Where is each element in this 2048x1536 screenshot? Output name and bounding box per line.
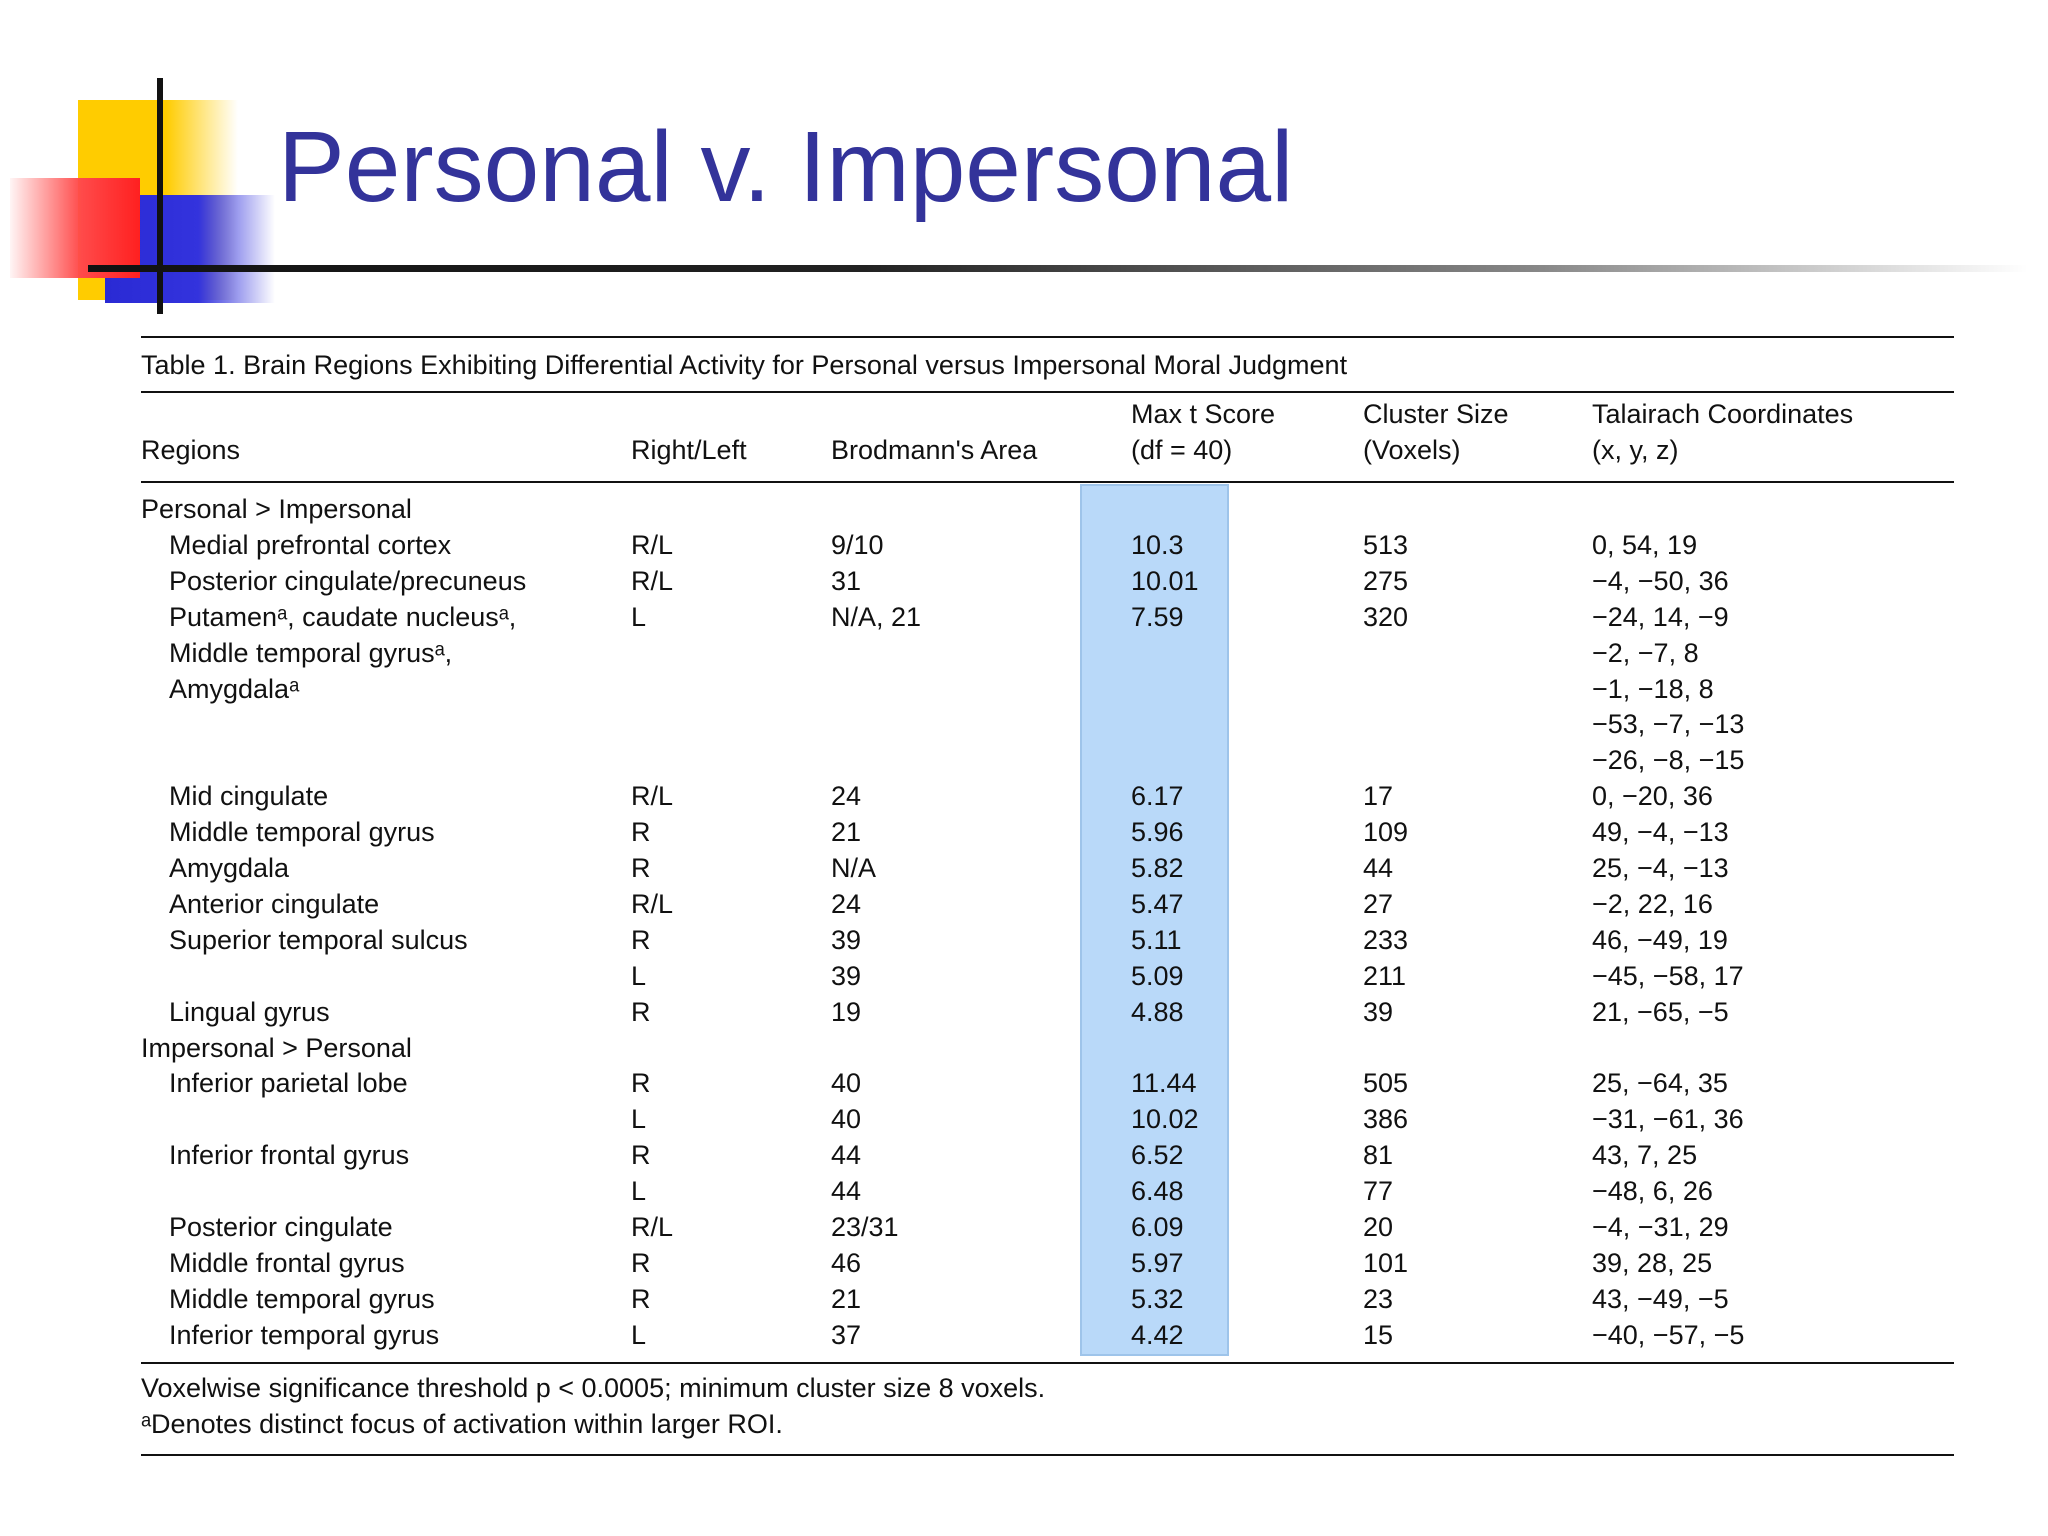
cell-side: L bbox=[631, 1176, 647, 1207]
cell-side: R bbox=[631, 996, 651, 1027]
cell-coords: −4, −31, 29 bbox=[1592, 1212, 1729, 1242]
title-underline bbox=[88, 265, 2028, 272]
cell-tscore: 6.52 bbox=[1131, 1140, 1184, 1171]
cell-brodmann: 19 bbox=[831, 996, 862, 1027]
cell-cluster-size: 39 bbox=[1363, 996, 1394, 1027]
header-tscore-line1: Max t Score bbox=[1131, 399, 1276, 429]
cell-side: R bbox=[631, 817, 651, 848]
cell-region: Superior temporal sulcus bbox=[169, 924, 468, 955]
cell-side: R bbox=[631, 853, 651, 883]
cell-tscore: 5.82 bbox=[1131, 853, 1184, 883]
cell-cluster-size: 17 bbox=[1363, 781, 1394, 812]
header-coords-line2: (x, y, z) bbox=[1592, 435, 1679, 465]
cell-side: R bbox=[631, 1068, 651, 1099]
header-rule bbox=[141, 481, 1954, 483]
cell-tscore: 11.44 bbox=[1131, 1068, 1197, 1099]
cell-region: Inferior temporal gyrus bbox=[169, 1319, 440, 1350]
cell-region: Middle frontal gyrus bbox=[169, 1247, 405, 1278]
cell-coords: −45, −58, 17 bbox=[1592, 960, 1744, 991]
cell-coords: 0, −20, 36 bbox=[1592, 781, 1713, 812]
cell-tscore: 5.97 bbox=[1131, 1247, 1184, 1278]
cell-coords: −2, −7, 8 bbox=[1592, 637, 1699, 668]
cell-brodmann: 39 bbox=[831, 960, 862, 991]
cell-coords: 21, −65, −5 bbox=[1592, 996, 1729, 1027]
cell-region: Mid cingulate bbox=[169, 781, 329, 812]
cell-coords: −53, −7, −13 bbox=[1592, 709, 1745, 740]
cell-region: Middle temporal gyrusᵃ, bbox=[169, 637, 453, 668]
footnote-denotes: ᵃDenotes distinct focus of activation within larger ROI. bbox=[141, 1409, 783, 1439]
footnote-rule bbox=[141, 1454, 1954, 1456]
cell-coords: 25, −4, −13 bbox=[1592, 853, 1729, 883]
cell-brodmann: 40 bbox=[831, 1068, 862, 1099]
cell-brodmann: N/A, 21 bbox=[831, 601, 922, 632]
table-caption: Table 1. Brain Regions Exhibiting Differential Activity for Personal versus Impersonal Moral Judgment bbox=[141, 350, 1348, 380]
caption-rule bbox=[141, 391, 1954, 393]
cell-tscore: 6.48 bbox=[1131, 1176, 1184, 1207]
cell-tscore: 7.59 bbox=[1131, 601, 1184, 632]
cell-cluster-size: 44 bbox=[1363, 853, 1394, 883]
cell-cluster-size: 211 bbox=[1363, 960, 1407, 991]
cell-coords: −40, −57, −5 bbox=[1592, 1319, 1745, 1350]
cell-tscore: 4.42 bbox=[1131, 1319, 1184, 1350]
header-tscore-line2: (df = 40) bbox=[1131, 435, 1233, 465]
cell-region: Putamenᵃ, caudate nucleusᵃ, bbox=[169, 601, 517, 632]
cell-tscore: 5.47 bbox=[1131, 888, 1184, 919]
cell-side: R bbox=[631, 1140, 651, 1171]
cell-coords: −2, 22, 16 bbox=[1592, 888, 1713, 919]
logo-vertical-line bbox=[157, 78, 163, 314]
cell-coords: −26, −8, −15 bbox=[1592, 745, 1745, 776]
cell-tscore: 10.02 bbox=[1131, 1104, 1199, 1135]
slide-title: Personal v. Impersonal bbox=[278, 111, 1294, 223]
header-cluster-line2: (Voxels) bbox=[1363, 435, 1461, 465]
cell-coords: 49, −4, −13 bbox=[1592, 817, 1729, 848]
cell-tscore: 5.32 bbox=[1131, 1283, 1184, 1314]
cell-coords: −1, −18, 8 bbox=[1592, 673, 1714, 704]
cell-tscore: 5.96 bbox=[1131, 817, 1184, 848]
cell-tscore: 10.3 bbox=[1131, 529, 1184, 560]
cell-brodmann: 40 bbox=[831, 1104, 862, 1135]
header-regions: Regions bbox=[141, 435, 241, 465]
cell-cluster-size: 233 bbox=[1363, 924, 1409, 955]
cell-coords: −24, 14, −9 bbox=[1592, 601, 1729, 632]
cell-side: R bbox=[631, 1283, 651, 1314]
cell-cluster-size: 386 bbox=[1363, 1104, 1409, 1135]
table-bottom-rule bbox=[141, 1362, 1954, 1364]
cell-side: R/L bbox=[631, 529, 674, 560]
cell-region: Posterior cingulate bbox=[169, 1212, 393, 1242]
cell-tscore: 5.09 bbox=[1131, 960, 1184, 991]
cell-brodmann: 44 bbox=[831, 1176, 862, 1207]
cell-tscore: 6.17 bbox=[1131, 781, 1184, 812]
cell-tscore: 5.11 bbox=[1131, 924, 1182, 955]
cell-tscore: 10.01 bbox=[1131, 565, 1199, 596]
results-table bbox=[141, 336, 1954, 1456]
cell-region: Posterior cingulate/precuneus bbox=[169, 565, 527, 596]
cell-side: R bbox=[631, 924, 651, 955]
cell-brodmann: 39 bbox=[831, 924, 862, 955]
cell-cluster-size: 275 bbox=[1363, 565, 1409, 596]
cell-cluster-size: 101 bbox=[1363, 1247, 1409, 1278]
cell-cluster-size: 15 bbox=[1363, 1319, 1394, 1350]
cell-side: R/L bbox=[631, 565, 674, 596]
logo-red-square bbox=[10, 178, 140, 278]
cell-cluster-size: 81 bbox=[1363, 1140, 1394, 1171]
cell-cluster-size: 77 bbox=[1363, 1176, 1394, 1207]
cell-side: L bbox=[631, 601, 647, 632]
cell-brodmann: 23/31 bbox=[831, 1212, 899, 1242]
cell-side: L bbox=[631, 960, 647, 991]
cell-region: Lingual gyrus bbox=[169, 996, 330, 1027]
cell-region: Inferior frontal gyrus bbox=[169, 1140, 410, 1171]
cell-coords: −4, −50, 36 bbox=[1592, 565, 1729, 596]
table-top-rule bbox=[141, 336, 1954, 338]
cell-cluster-size: 23 bbox=[1363, 1283, 1394, 1314]
cell-cluster-size: 20 bbox=[1363, 1212, 1394, 1242]
cell-side: L bbox=[631, 1319, 647, 1350]
cell-coords: 39, 28, 25 bbox=[1592, 1247, 1713, 1278]
cell-side: R bbox=[631, 1247, 651, 1278]
header-side: Right/Left bbox=[631, 435, 747, 465]
cell-coords: −31, −61, 36 bbox=[1592, 1104, 1744, 1135]
cell-region: Inferior parietal lobe bbox=[169, 1068, 408, 1099]
header-coords-line1: Talairach Coordinates bbox=[1592, 399, 1854, 429]
cell-brodmann: 9/10 bbox=[831, 529, 884, 560]
cell-coords: 25, −64, 35 bbox=[1592, 1068, 1728, 1099]
cell-brodmann: 37 bbox=[831, 1319, 862, 1350]
cell-tscore: 6.09 bbox=[1131, 1212, 1184, 1242]
cell-coords: 43, 7, 25 bbox=[1592, 1140, 1698, 1171]
header-cluster-line1: Cluster Size bbox=[1363, 399, 1509, 429]
cell-cluster-size: 320 bbox=[1363, 601, 1409, 632]
cell-cluster-size: 513 bbox=[1363, 529, 1409, 560]
cell-side: L bbox=[631, 1104, 647, 1135]
cell-brodmann: 46 bbox=[831, 1247, 862, 1278]
cell-region: Amygdala bbox=[169, 853, 290, 883]
cell-region: Anterior cingulate bbox=[169, 888, 380, 919]
cell-coords: −48, 6, 26 bbox=[1592, 1176, 1713, 1207]
header-brodmann: Brodmann's Area bbox=[831, 435, 1038, 465]
cell-brodmann: 24 bbox=[831, 888, 862, 919]
cell-brodmann: 21 bbox=[831, 817, 862, 848]
cell-region: Amygdalaᵃ bbox=[169, 673, 300, 704]
cell-coords: 0, 54, 19 bbox=[1592, 529, 1698, 560]
cell-brodmann: 44 bbox=[831, 1140, 862, 1171]
cell-brodmann: 24 bbox=[831, 781, 862, 812]
cell-brodmann: N/A bbox=[831, 853, 877, 883]
cell-region: Middle temporal gyrus bbox=[169, 817, 435, 848]
cell-side: R/L bbox=[631, 1212, 674, 1242]
cell-side: R/L bbox=[631, 888, 674, 919]
cell-brodmann: 31 bbox=[831, 565, 862, 596]
cell-tscore: 4.88 bbox=[1131, 996, 1184, 1027]
cell-coords: 43, −49, −5 bbox=[1592, 1283, 1729, 1314]
cell-side: R/L bbox=[631, 781, 674, 812]
group-label: Personal > Impersonal bbox=[141, 494, 412, 524]
cell-coords: 46, −49, 19 bbox=[1592, 924, 1728, 955]
cell-brodmann: 21 bbox=[831, 1283, 862, 1314]
cell-cluster-size: 109 bbox=[1363, 817, 1409, 848]
group-label: Impersonal > Personal bbox=[141, 1032, 412, 1063]
cell-region: Medial prefrontal cortex bbox=[169, 529, 452, 560]
cell-cluster-size: 505 bbox=[1363, 1068, 1409, 1099]
cell-region: Middle temporal gyrus bbox=[169, 1283, 435, 1314]
cell-cluster-size: 27 bbox=[1363, 888, 1394, 919]
footnote-threshold: Voxelwise significance threshold p < 0.0005; minimum cluster size 8 voxels. bbox=[141, 1373, 1046, 1403]
